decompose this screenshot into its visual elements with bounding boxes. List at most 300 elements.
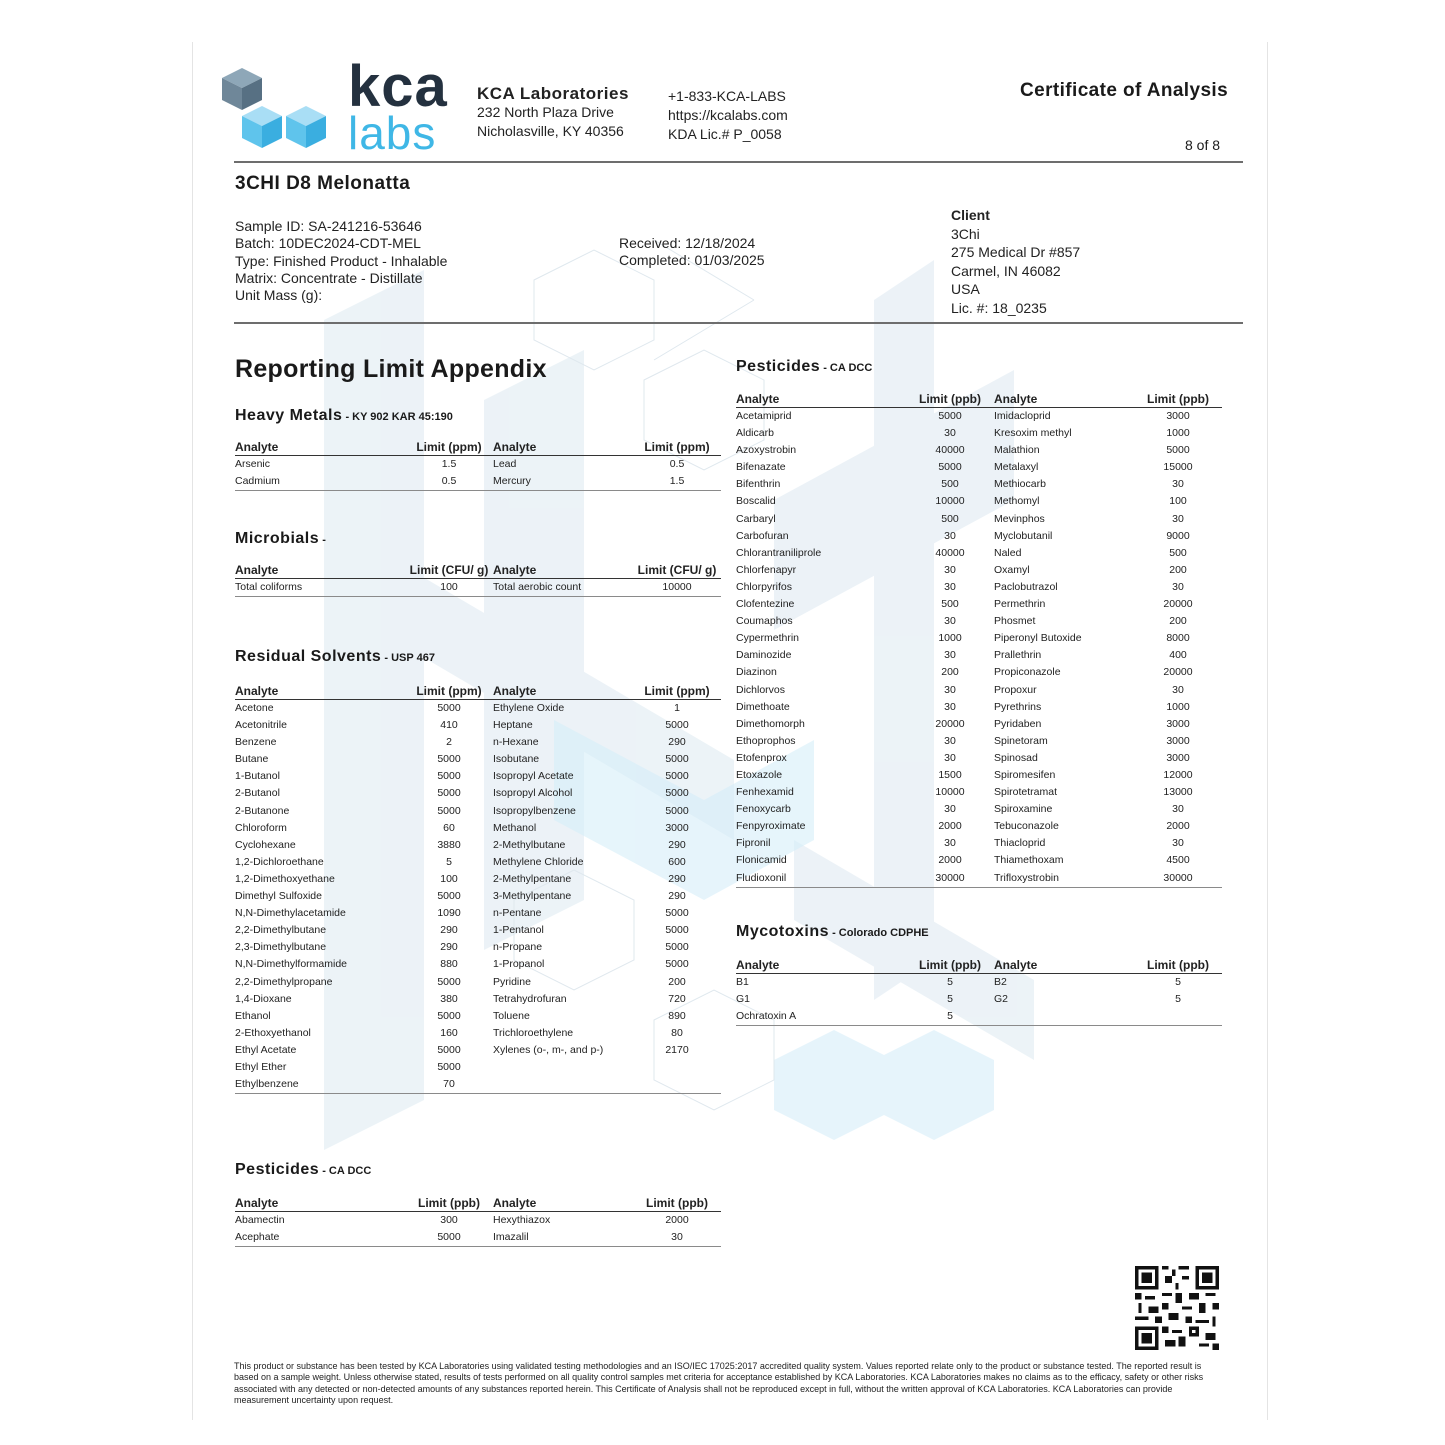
analyte-cell: G2: [994, 993, 1009, 1006]
limit-cell: 5000: [665, 924, 689, 937]
analyte-cell: Ethyl Ether: [235, 1060, 287, 1073]
limit-cell: 9000: [1166, 529, 1190, 542]
analyte-cell: Spinosad: [994, 751, 1038, 764]
client-city: Carmel, IN 46082: [951, 262, 1061, 279]
col-analyte: Analyte: [736, 392, 906, 408]
limit-cell: 5000: [405, 1229, 493, 1247]
appendix-title: Reporting Limit Appendix: [235, 355, 547, 383]
analyte-cell: Clofentezine: [736, 598, 795, 611]
limit-cell: 10000: [935, 786, 965, 799]
table-row: [235, 820, 721, 837]
analyte-cell: Acetone: [235, 702, 274, 714]
limit-cell: 5000: [665, 907, 689, 920]
table-row: [235, 1025, 721, 1042]
client-country: USA: [951, 281, 980, 297]
col-analyte: Analyte: [994, 958, 1134, 974]
analyte-cell: Fipronil: [736, 837, 771, 850]
lab-address-block: [477, 84, 629, 141]
analyte-cell: 1,4-Dioxane: [235, 992, 292, 1005]
residual-solvents-title: [235, 648, 435, 666]
col-analyte: Analyte: [493, 563, 633, 579]
limit-cell: [633, 1059, 721, 1076]
analyte-cell: Benzene: [235, 736, 277, 749]
analyte-cell: Chlorfenapyr: [736, 563, 797, 576]
table-row: [736, 716, 1222, 733]
analyte-cell: 2-Butanone: [235, 804, 290, 817]
analyte-cell: Ethylbenzene: [235, 1076, 405, 1094]
analyte-cell: Xylenes (o-, m-, and p-): [493, 1043, 604, 1056]
limit-cell: 40000: [935, 444, 965, 457]
limit-cell: 3000: [1166, 751, 1190, 764]
analyte-cell: Hexythiazox: [493, 1214, 551, 1226]
limit-cell: 2000: [665, 1214, 689, 1226]
analyte-cell: Prallethrin: [994, 649, 1042, 662]
analyte-cell: Chlorpyrifos: [736, 580, 793, 593]
limit-cell: 30: [1172, 803, 1184, 816]
limit-cell: 13000: [1163, 786, 1193, 799]
logo-labs-text: labs: [348, 107, 437, 159]
limit-cell: [1134, 1008, 1222, 1026]
col-limit: Limit (ppm): [633, 684, 721, 700]
col-limit: Limit (ppb): [1134, 958, 1222, 974]
client-title: Client: [951, 207, 990, 223]
limit-cell: 30: [1172, 837, 1184, 850]
client-name: 3Chi: [951, 225, 980, 242]
table-row: [235, 871, 721, 888]
table-row: [736, 750, 1222, 767]
heavy-metals-title: [235, 407, 453, 425]
analyte-cell: Abamectin: [235, 1214, 285, 1226]
limit-cell: 5000: [437, 804, 461, 817]
mycotoxins-subtitle: - Colorado CDPHE: [829, 927, 929, 939]
analyte-cell: 1,2-Dichloroethane: [235, 855, 324, 868]
table-row: [736, 767, 1222, 784]
unit-mass: Unit Mass (g):: [235, 287, 323, 304]
residual-solvents-title-text: Residual Solvents: [235, 648, 382, 665]
limit-cell: 200: [941, 666, 959, 679]
table-row: [736, 647, 1222, 664]
analyte-cell: Fenhexamid: [736, 786, 794, 799]
analyte-cell: Tetrahydrofuran: [493, 992, 567, 1005]
limit-cell: 400: [1169, 649, 1187, 662]
qr-code-icon[interactable]: [1135, 1266, 1219, 1350]
table-row: [736, 664, 1222, 681]
pesticides-right-title: [736, 358, 872, 376]
limit-cell: 10000: [633, 579, 721, 597]
limit-cell: 1.5: [633, 473, 721, 491]
analyte-cell: 2-Butanol: [235, 787, 280, 800]
analyte-cell: Pyridaben: [994, 717, 1042, 730]
limit-cell: 200: [1169, 563, 1187, 576]
heavy-metals-title-text: Heavy Metals: [235, 407, 343, 424]
limit-cell: 5000: [665, 804, 689, 817]
table-row: [235, 888, 721, 905]
analyte-cell: Phosmet: [994, 615, 1036, 628]
limit-cell: 1000: [1166, 427, 1190, 440]
received-date: Received: 12/18/2024: [619, 235, 756, 251]
table-row: [736, 682, 1222, 699]
limit-cell: 290: [440, 924, 458, 937]
analyte-cell: Lead: [493, 458, 517, 470]
limit-cell: 0.5: [669, 458, 685, 470]
limit-cell: 30: [944, 803, 956, 816]
limit-cell: 410: [440, 719, 458, 732]
limit-cell: 5000: [665, 753, 689, 766]
lab-name: KCA Laboratories: [477, 84, 629, 103]
limit-cell: 30000: [906, 870, 994, 888]
analyte-cell: Butane: [235, 753, 269, 766]
analyte-cell: n-Propane: [493, 941, 543, 954]
limit-cell: 290: [668, 890, 686, 903]
limit-cell: 5000: [437, 890, 461, 903]
analyte-cell: Pyridine: [493, 975, 531, 988]
analyte-cell: Daminozide: [736, 649, 792, 662]
table-row: [235, 1059, 721, 1076]
analyte-cell: 2-Methylbutane: [493, 838, 566, 851]
analyte-cell: Total aerobic count: [493, 579, 633, 597]
analyte-cell: Spirotetramat: [994, 786, 1058, 799]
lab-address-line1: 232 North Plaza Drive: [477, 104, 614, 120]
limit-cell: 200: [668, 975, 686, 988]
limit-cell: 5000: [1166, 444, 1190, 457]
analyte-cell: n-Hexane: [493, 736, 539, 749]
table-row: [235, 922, 721, 939]
analyte-cell: Spinetoram: [994, 734, 1048, 747]
analyte-cell: Thiamethoxam: [994, 854, 1064, 867]
limit-cell: 30: [1172, 683, 1184, 696]
limit-cell: 30: [944, 580, 956, 593]
analyte-cell: 2-Ethoxyethanol: [235, 1026, 311, 1039]
disclaimer-text: This product or substance has been tested by KCA Laboratories using validated testing methodologies and an ISO/IEC 17025:2017 accredited quality system. Values reported relate only to the product or substance tested. The reported result is based on a sample weight. Unless otherwise stated, results of tests performed on all quality control samples met criteria for acceptance established by KCA Laboratories. KCA Laboratories makes no claims as to the efficacy, safety or other risks associated with any detected or non-detected amounts of any substances reported herein. This Certificate of Analysis shall not be reproduced except in full, without the written approval of KCA Laboratories. KCA Laboratories can provide measurement uncertainty upon request.: [234, 1361, 1204, 1405]
analyte-cell: Myclobutanil: [994, 529, 1053, 542]
table-row: [736, 528, 1222, 545]
limit-cell: 500: [941, 478, 959, 491]
limit-cell: 5: [947, 976, 953, 988]
limit-cell: 30: [944, 734, 956, 747]
analyte-cell: B1: [736, 976, 749, 988]
analyte-cell: Dichlorvos: [736, 683, 786, 696]
analyte-cell: Acetonitrile: [235, 719, 287, 732]
analyte-cell: Piperonyl Butoxide: [994, 632, 1082, 645]
limit-cell: 5000: [665, 770, 689, 783]
pesticides-right-table: [736, 392, 1222, 888]
table-row: [736, 784, 1222, 801]
analyte-cell: Boscalid: [736, 495, 776, 508]
page-number: 8 of 8: [1185, 137, 1221, 153]
analyte-cell: [994, 1008, 1134, 1026]
analyte-cell: Bifenazate: [736, 461, 786, 474]
heavy-metals-subtitle: - KY 902 KAR 45:190: [342, 411, 453, 423]
col-limit: Limit (ppb): [906, 392, 994, 408]
analyte-cell: Mevinphos: [994, 512, 1045, 525]
table-row: [736, 545, 1222, 562]
limit-cell: 20000: [1163, 598, 1193, 611]
analyte-cell: Imidacloprid: [994, 410, 1051, 422]
limit-cell: [633, 1076, 721, 1094]
analyte-cell: Propoxur: [994, 683, 1037, 696]
limit-cell: 2: [446, 736, 452, 749]
limit-cell: 2000: [938, 820, 962, 833]
limit-cell: 1000: [1166, 700, 1190, 713]
col-analyte: Analyte: [736, 958, 906, 974]
limit-cell: 8000: [1166, 632, 1190, 645]
col-analyte: Analyte: [235, 440, 405, 456]
mycotoxins-title: [736, 923, 929, 941]
analyte-cell: Acetamiprid: [736, 410, 792, 422]
analyte-cell: Methomyl: [994, 495, 1040, 508]
mycotoxins-table: [736, 958, 1222, 1026]
microbials-table: [235, 563, 721, 597]
limit-cell: 60: [443, 821, 455, 834]
analyte-cell: Metalaxyl: [994, 461, 1039, 474]
col-limit: Limit (CFU/ g): [633, 563, 721, 579]
limit-cell: 0.5: [405, 473, 493, 491]
table-row: [235, 700, 721, 718]
limit-cell: 5000: [437, 1043, 461, 1056]
microbials-subtitle: -: [319, 534, 326, 546]
limit-cell: 70: [405, 1076, 493, 1094]
limit-cell: 2000: [938, 854, 962, 867]
lab-contact-block: [668, 87, 788, 144]
analyte-cell: Aldicarb: [736, 427, 774, 440]
analyte-cell: Isopropyl Alcohol: [493, 787, 573, 800]
limit-cell: 1500: [938, 768, 962, 781]
limit-cell: 5000: [437, 1060, 461, 1073]
table-row: [736, 493, 1222, 510]
analyte-cell: Spiromesifen: [994, 768, 1056, 781]
kca-logo-cubes-icon: [220, 66, 332, 154]
limit-cell: 15000: [1163, 461, 1193, 474]
table-row: [235, 785, 721, 802]
analyte-cell: 2,2-Dimethylbutane: [235, 924, 327, 937]
residual-solvents-table: [235, 684, 721, 1094]
table-row: [235, 803, 721, 820]
col-analyte: Analyte: [493, 1196, 633, 1212]
table-row: [736, 733, 1222, 750]
table-row: [736, 699, 1222, 716]
pesticides-right-subtitle: - CA DCC: [820, 362, 873, 374]
document-title: Certificate of Analysis: [1020, 80, 1229, 101]
table-row: [235, 974, 721, 991]
limit-cell: 720: [668, 992, 686, 1005]
mycotoxins-title-text: Mycotoxins: [736, 923, 830, 940]
pesticides-left-title: [235, 1161, 371, 1179]
analyte-cell: n-Pentane: [493, 907, 542, 920]
table-row: [736, 562, 1222, 579]
client-info: [951, 206, 1080, 317]
analyte-cell: Dimethomorph: [736, 717, 805, 730]
analyte-cell: Trichloroethylene: [493, 1026, 574, 1039]
table-row: [736, 459, 1222, 476]
analyte-cell: Acephate: [235, 1229, 405, 1247]
limit-cell: 500: [941, 512, 959, 525]
limit-cell: 5000: [665, 719, 689, 732]
analyte-cell: G1: [736, 993, 751, 1006]
lab-website[interactable]: https://kcalabs.com: [668, 107, 788, 123]
analyte-cell: Thiacloprid: [994, 837, 1046, 850]
limit-cell: 500: [941, 598, 959, 611]
analyte-cell: Heptane: [493, 719, 533, 732]
analyte-cell: Ethyl Acetate: [235, 1043, 297, 1056]
analyte-cell: Ochratoxin A: [736, 1008, 906, 1026]
table-row: [235, 1212, 721, 1230]
limit-cell: 500: [1169, 546, 1187, 559]
table-row: [736, 425, 1222, 442]
analyte-cell: Imazalil: [493, 1229, 633, 1247]
limit-cell: 100: [1169, 495, 1187, 508]
table-row: [736, 801, 1222, 818]
limit-cell: 3000: [665, 821, 689, 834]
table-row: [235, 991, 721, 1008]
analyte-cell: Kresoxim methyl: [994, 427, 1072, 440]
col-limit: Limit (ppm): [405, 684, 493, 700]
analyte-cell: Isobutane: [493, 753, 540, 766]
analyte-cell: Naled: [994, 546, 1022, 559]
table-row: [235, 854, 721, 871]
limit-cell: 30: [944, 751, 956, 764]
analyte-cell: Bifenthrin: [736, 478, 781, 491]
table-row: [235, 905, 721, 922]
analyte-cell: Pyrethrins: [994, 700, 1042, 713]
limit-cell: 30: [944, 529, 956, 542]
limit-cell: 5000: [437, 702, 461, 714]
limit-cell: 290: [668, 838, 686, 851]
analyte-cell: Coumaphos: [736, 615, 793, 628]
table-row: [736, 835, 1222, 852]
analyte-cell: Fenpyroximate: [736, 820, 806, 833]
table-row: [235, 1042, 721, 1059]
limit-cell: 5000: [938, 461, 962, 474]
col-limit: Limit (ppb): [906, 958, 994, 974]
analyte-cell: Fludioxonil: [736, 870, 906, 888]
table-row: [235, 717, 721, 734]
analyte-cell: 3-Methylpentane: [493, 890, 572, 903]
analyte-cell: Carbaryl: [736, 512, 776, 525]
analyte-cell: Cyclohexane: [235, 838, 296, 851]
limit-cell: 30: [944, 683, 956, 696]
analyte-cell: Total coliforms: [235, 579, 405, 597]
limit-cell: 160: [440, 1026, 458, 1039]
pesticides-left-table: [235, 1196, 721, 1247]
col-limit: Limit (ppm): [633, 440, 721, 456]
limit-cell: 5000: [665, 941, 689, 954]
col-limit: Limit (ppb): [633, 1196, 721, 1212]
matrix: Matrix: Concentrate - Distillate: [235, 269, 423, 286]
limit-cell: 600: [668, 855, 686, 868]
analyte-cell: Ethylene Oxide: [493, 702, 565, 714]
table-row: [235, 751, 721, 768]
limit-cell: 5000: [437, 1009, 461, 1022]
limit-cell: 10000: [935, 495, 965, 508]
table-row: [736, 442, 1222, 459]
analyte-cell: N,N-Dimethylformamide: [235, 958, 348, 971]
col-limit: Limit (CFU/ g): [405, 563, 493, 579]
analyte-cell: Permethrin: [994, 598, 1046, 611]
product-type: Type: Finished Product - Inhalable: [235, 252, 448, 269]
analyte-cell: Toluene: [493, 1009, 530, 1022]
limit-cell: 3000: [1166, 717, 1190, 730]
analyte-cell: Paclobutrazol: [994, 580, 1058, 593]
limit-cell: 12000: [1163, 768, 1193, 781]
analyte-cell: Ethanol: [235, 1009, 271, 1022]
limit-cell: 1: [674, 702, 680, 714]
limit-cell: 40000: [935, 546, 965, 559]
analyte-cell: Chlorantraniliprole: [736, 546, 822, 559]
col-analyte: Analyte: [235, 563, 405, 579]
table-row: [235, 939, 721, 956]
table-row: [736, 579, 1222, 596]
analyte-cell: Azoxystrobin: [736, 444, 797, 457]
analyte-cell: Isopropylbenzene: [493, 804, 576, 817]
limit-cell: 5000: [437, 787, 461, 800]
table-row: [235, 473, 721, 491]
table-row: [235, 734, 721, 751]
analyte-cell: [493, 1076, 633, 1094]
pesticides-right-title-text: Pesticides: [736, 358, 821, 375]
limit-cell: 30000: [1134, 870, 1222, 888]
analyte-cell: Carbofuran: [736, 529, 789, 542]
limit-cell: 5: [1175, 976, 1181, 988]
analyte-cell: Chloroform: [235, 821, 287, 834]
limit-cell: 5: [906, 1008, 994, 1026]
limit-cell: 290: [440, 941, 458, 954]
table-row: [736, 408, 1222, 426]
pesticides-left-title-text: Pesticides: [235, 1161, 320, 1178]
header-divider: [234, 161, 1243, 163]
limit-cell: 5000: [437, 975, 461, 988]
limit-cell: 2170: [665, 1043, 689, 1056]
analyte-cell: Dimethoate: [736, 700, 790, 713]
table-row: [235, 956, 721, 973]
table-row: [235, 768, 721, 785]
analyte-cell: Diazinon: [736, 666, 777, 679]
microbials-title: [235, 530, 326, 548]
analyte-cell: Arsenic: [235, 458, 271, 470]
table-row: [235, 456, 721, 474]
limit-cell: 30: [944, 700, 956, 713]
analyte-cell: Isopropyl Acetate: [493, 770, 574, 783]
analyte-cell: Cadmium: [235, 473, 405, 491]
table-row: [736, 991, 1222, 1008]
analyte-cell: Methanol: [493, 821, 537, 834]
lab-phone: +1-833-KCA-LABS: [668, 88, 786, 104]
info-divider: [234, 322, 1243, 324]
limit-cell: 290: [668, 872, 686, 885]
limit-cell: 5000: [938, 410, 962, 422]
heavy-metals-table: [235, 440, 721, 491]
table-row: [736, 852, 1222, 869]
table-row: [736, 818, 1222, 835]
analyte-cell: 1,2-Dimethoxyethane: [235, 872, 335, 885]
analyte-cell: Trifloxystrobin: [994, 870, 1134, 888]
limit-cell: 100: [405, 579, 493, 597]
limit-cell: 2000: [1166, 820, 1190, 833]
pesticides-left-subtitle: - CA DCC: [319, 1165, 372, 1177]
limit-cell: 1.5: [441, 458, 457, 470]
limit-cell: 20000: [1163, 666, 1193, 679]
product-name: 3CHI D8 Melonatta: [235, 173, 411, 194]
analyte-cell: 1-Butanol: [235, 770, 280, 783]
limit-cell: 5: [947, 993, 953, 1006]
client-street: 275 Medical Dr #857: [951, 244, 1081, 260]
limit-cell: 5: [1175, 993, 1181, 1006]
analyte-cell: Oxamyl: [994, 563, 1030, 576]
analyte-cell: Fenoxycarb: [736, 803, 791, 816]
analyte-cell: Cypermethrin: [736, 632, 800, 645]
analyte-cell: Ethoprophos: [736, 734, 796, 747]
limit-cell: 30: [1172, 512, 1184, 525]
col-limit: Limit (ppb): [405, 1196, 493, 1212]
